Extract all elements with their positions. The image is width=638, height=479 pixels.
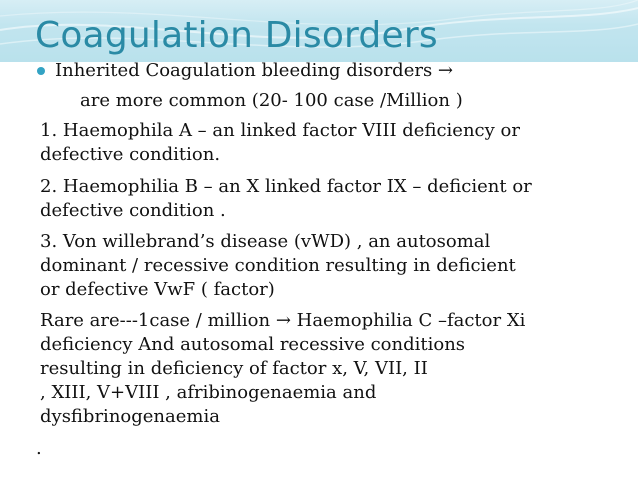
body-line-13: , XIII, V+VIII , afribinogenaemia and bbox=[40, 382, 377, 403]
body-line-12: resulting in deficiency of factor x, V, VII, II bbox=[40, 358, 428, 379]
body-line-9: or defective VwF ( factor) bbox=[40, 279, 275, 300]
body-line-14: dysfibrinogenaemia bbox=[40, 406, 220, 427]
body-line-5: 2. Haemophilia B – an X linked factor IX – deficient or bbox=[40, 176, 532, 197]
body-line-6: defective condition . bbox=[40, 200, 226, 221]
body-line-3: 1. Haemophila A – an linked factor VIII deficiency or bbox=[40, 120, 520, 141]
body-line-8: dominant / recessive condition resulting in deficient bbox=[40, 255, 516, 276]
body-line-1: Inherited Coagulation bleeding disorders → bbox=[55, 60, 454, 81]
body-line-15: . bbox=[36, 438, 42, 459]
body-line-7: 3. Von willebrand’s disease (vWD) , an autosomal bbox=[40, 231, 491, 252]
body-line-4: defective condition. bbox=[40, 144, 221, 165]
body-line-10: Rare are---1case / million → Haemophilia C –factor Xi bbox=[40, 310, 526, 331]
bullet-icon bbox=[37, 67, 45, 75]
slide-title: Coagulation Disorders bbox=[35, 15, 438, 56]
body-line-11: deficiency And autosomal recessive conditions bbox=[40, 334, 466, 355]
body-line-2: are more common (20- 100 case /Million ) bbox=[80, 90, 463, 111]
